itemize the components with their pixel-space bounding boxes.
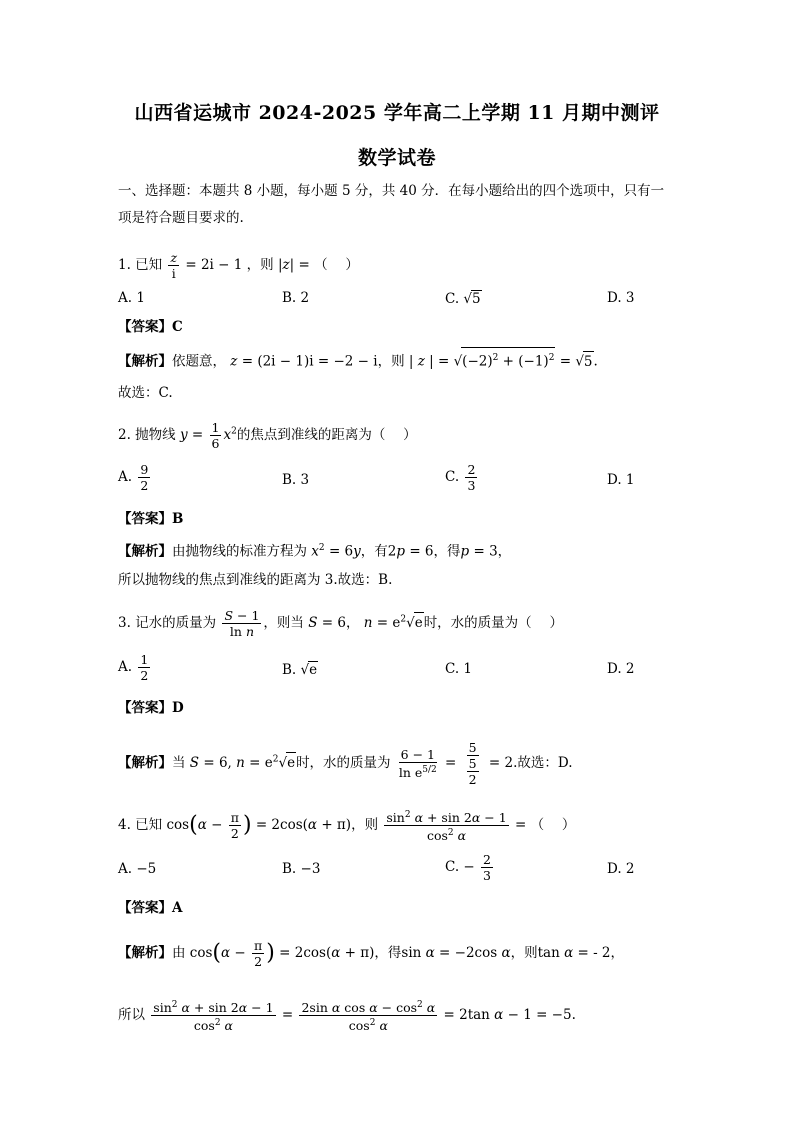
q2-option-d: D. 1 [607,472,635,488]
q1-prefix: 1. 已知 [118,257,163,273]
paper-title: 山西省运城市 2024-2025 学年高二上学期 11 月期中测评 [134,102,660,124]
q4-option-a: A. −5 [118,861,157,877]
q1-paren: （ ） [314,257,359,273]
q4-option-b: B. −3 [282,861,321,877]
q4-option-d: D. 2 [607,861,635,877]
q3-option-c: C. 1 [445,661,473,677]
q1-option-d: D. 3 [607,290,635,306]
q2-option-b: B. 3 [282,472,310,488]
q1-fraction: $\frac{z}{i}$ [170,250,178,281]
q3-analysis: 【解析】当 S = 6, $n = e^2√e$时，水的质量为 $\frac{6 - 1}{\ln e^{5/2}}$ = $\frac{5}{\frac{5}{2}}$ = 2.故选：D. [118,740,573,787]
q3-option-a: A. $\frac{1}{2}$ [118,652,149,683]
q1-then: ，则 [246,257,274,273]
q2-answer: 【答案】B [118,511,184,527]
question-3: 3. 记水的质量为 $\frac{S - 1}{\text{ln n}}$ ，则当 S = 6， $n = e^2√e$时，水的质量为（ ） [118,608,563,639]
section-instruction-line2: 项是符合题目要求的. [118,210,244,226]
q2-analysis: 【解析】由抛物线的标准方程为 $x^2 = 6y$，有2p = 6，得p = 3， [118,543,512,560]
section-instruction-line1: 一、选择题：本题共 8 小题，每小题 5 分，共 40 分．在每小题给出的四个选项中，只有一 [118,183,665,199]
q1-answer: 【答案】C [118,319,183,335]
q3-option-b: B. √e [282,662,318,678]
q2-option-c: C. $\frac{2}{3}$ [445,462,476,493]
q4-option-c: C. − $\frac{2}{3}$ [445,852,491,883]
question-2: 2. 抛物线 y = $\frac{1}{6}$ $x^2$的焦点到准线的距离为（ ） [118,420,417,451]
q2-conclusion: 所以抛物线的焦点到准线的距离为 3.故选：B. [118,572,393,588]
q1-option-c: C. √5 [445,291,481,307]
paper-subtitle: 数学试卷 [357,147,436,169]
question-4: 4. 已知 cos(α − $\frac{\pi}{2}$ ) = 2cos(α + π)，则 $\frac{\sin^2 \alpha + \sin 2\alpha - 1}{\cos^2 \alpha}$ = （ ） [118,810,576,844]
q1-equation: = 2i − 1 [185,257,243,273]
q1-conclusion: 故选：C. [118,385,173,401]
q1-analysis: 【解析】依题意， z = (2i − 1)i = −2 − i，则 | z | = $√(-2)^2 + (-1)^2 = √5$. [118,347,598,372]
question-1 [118,250,359,281]
q1-option-b: B. 2 [282,290,310,306]
q2-option-a: A. $\frac{9}{2}$ [118,462,149,493]
q3-answer: 【答案】D [118,700,184,716]
q4-conclusion: 所以 $\frac{\sin^2 \alpha + \sin 2\alpha - 1}{\cos^2 \alpha}$ = $\frac{2\sin \alpha \cos \alpha - \cos^2 \alpha}{\cos^2 \alpha}$ = 2tan α − 1 = −5. [118,1000,576,1034]
q1-abs-z: |z| = [277,257,310,273]
q3-option-d: D. 2 [607,661,635,677]
q1-option-a: A. 1 [118,290,145,306]
q4-analysis: 【解析】由 cos(α − $\frac{\pi}{2}$ ) = 2cos(α + π)，得sin α = −2cos α，则tan α = - 2， [118,938,625,969]
q4-answer: 【答案】A [118,900,183,916]
